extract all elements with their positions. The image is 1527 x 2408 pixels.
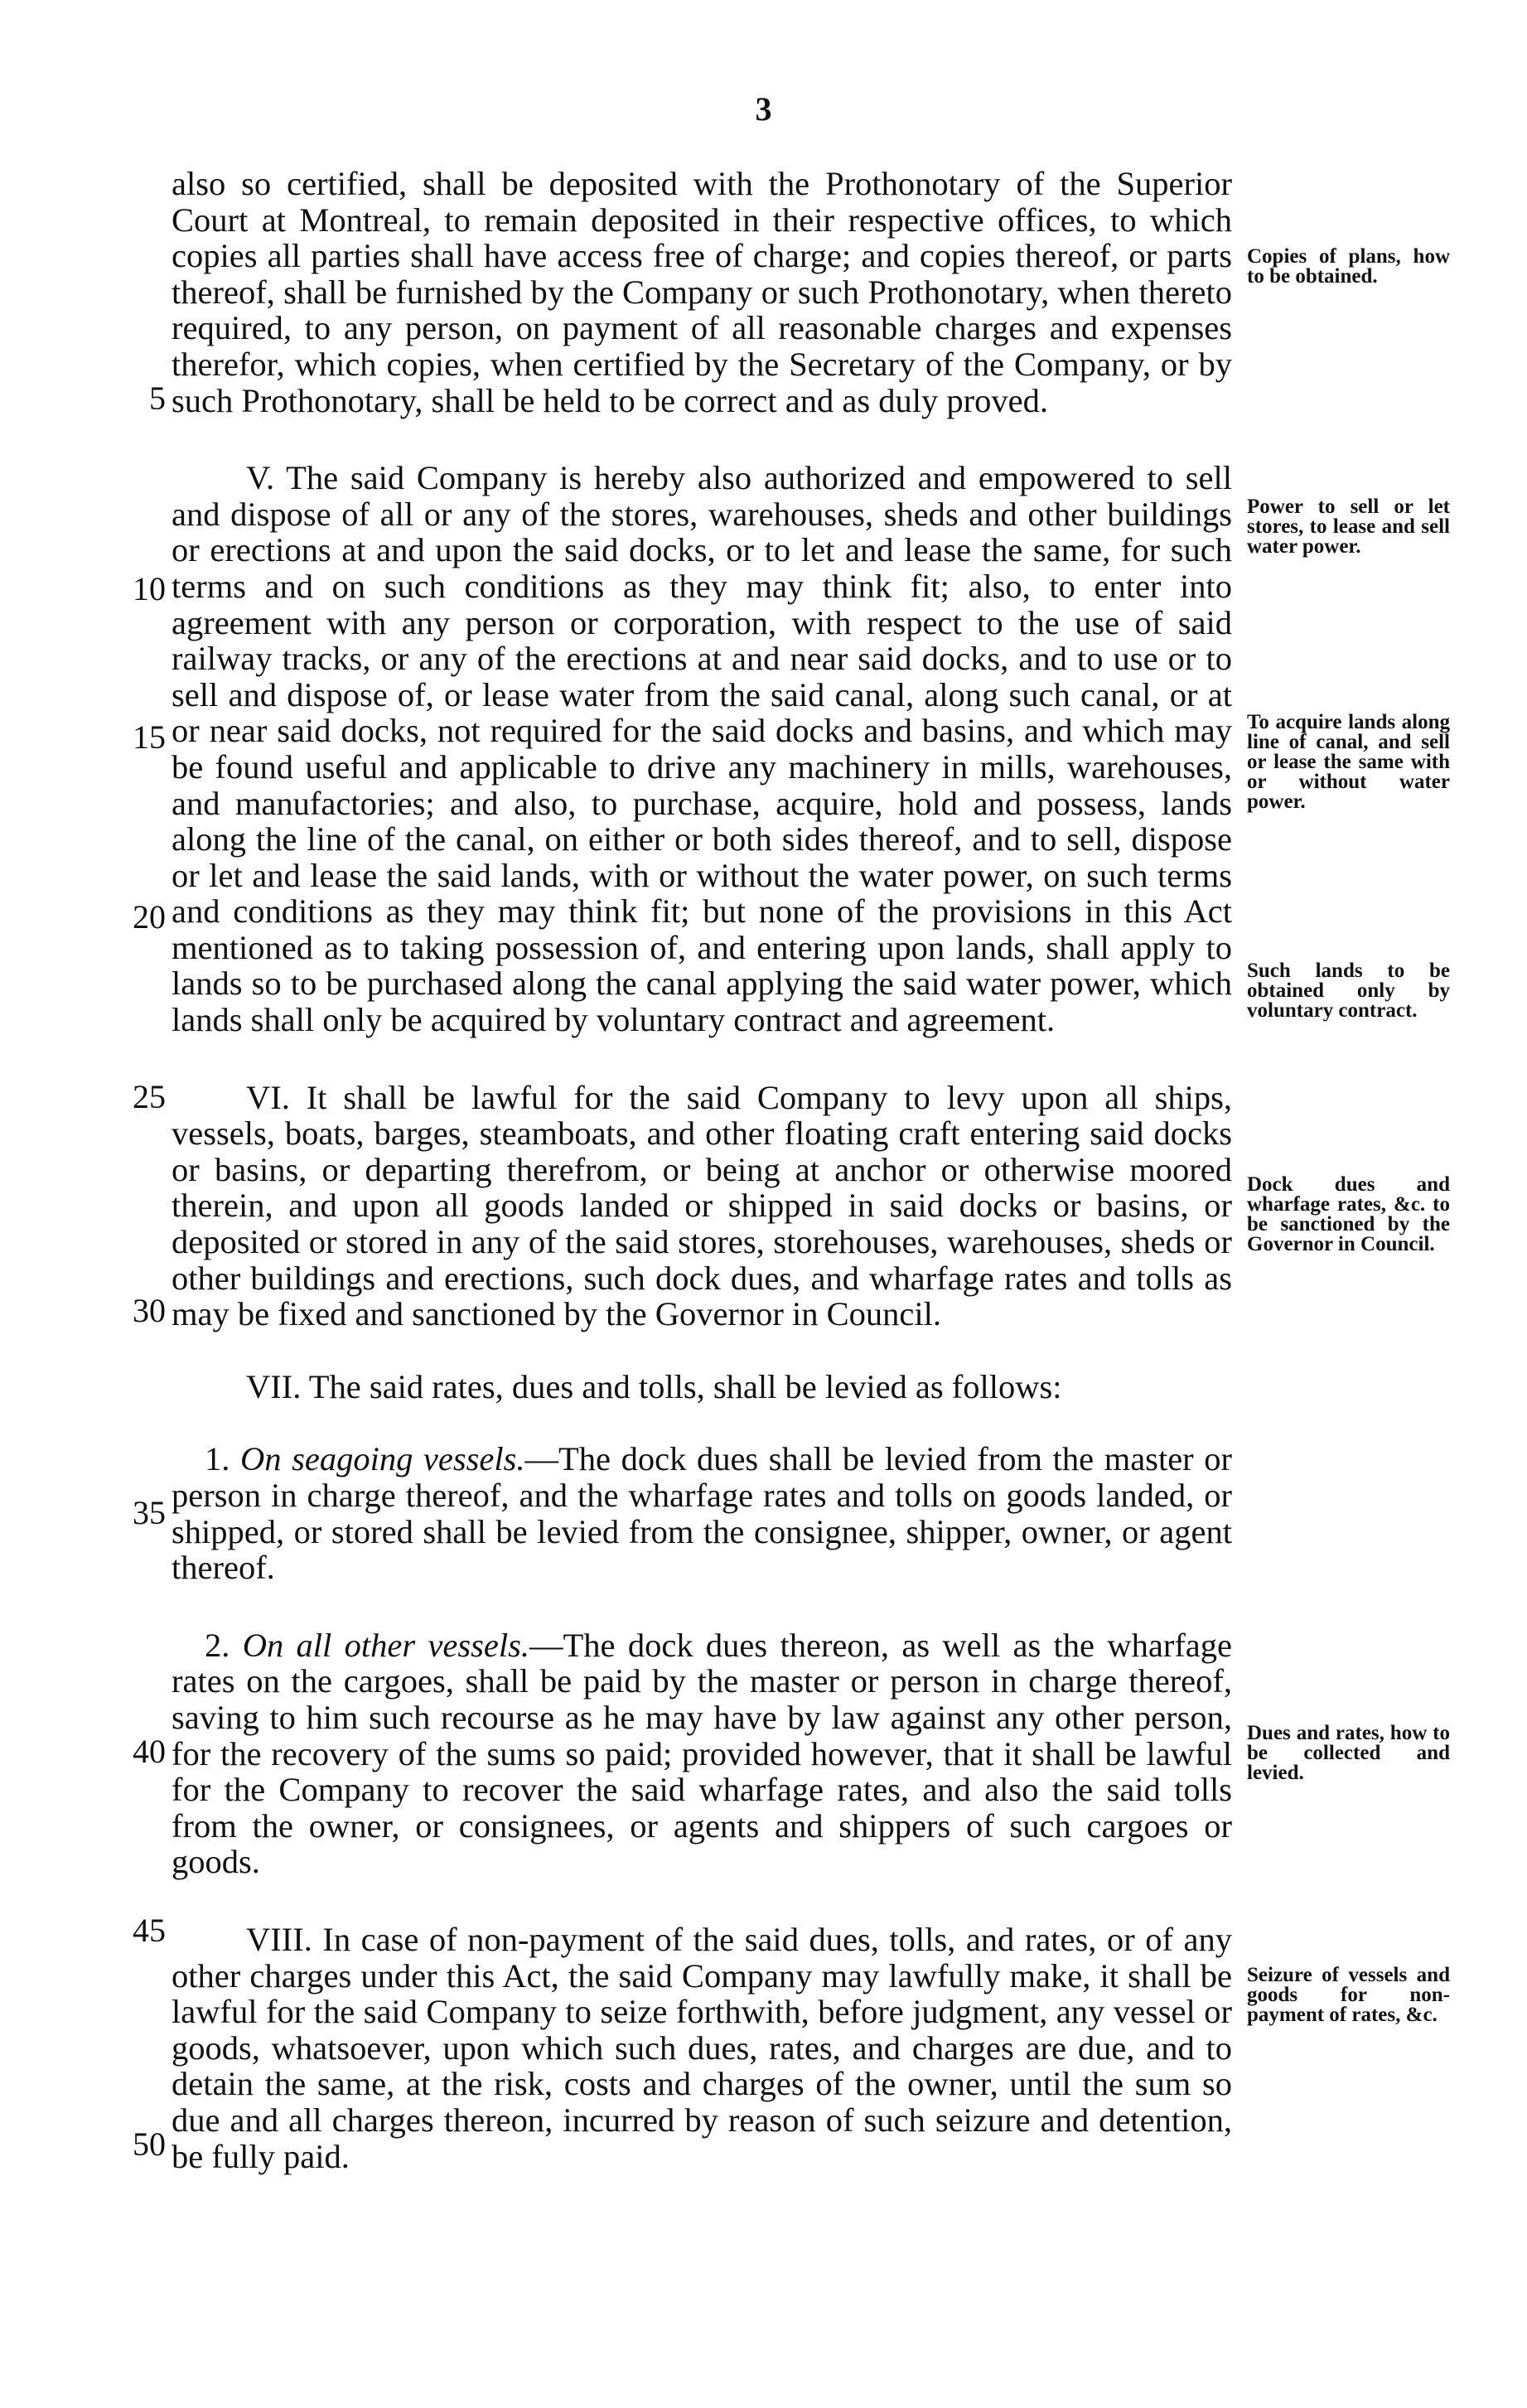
page-number: 3 bbox=[755, 90, 772, 128]
main-text bbox=[172, 166, 1232, 2174]
paragraph-continued: also so certified, shall be deposited with the Prothonotary of the Superior Court at Montreal, to remain deposited in their respective offices, to which copies all parties shall have access free of charge; and copies thereof, or parts thereof, shall be furnished by the Company or such Prothonotary, when thereto required, to any person, on payment of all reasonable charges and expenses therefor, which copies, when certified by the Secretary of the Company, or by such Prothonotary, shall be held to be correct and as duly proved. bbox=[172, 165, 1232, 419]
margin-note: Such lands to be obtained only by voluntary contract. bbox=[1247, 960, 1450, 1022]
clause-heading: On all other vessels. bbox=[242, 1626, 530, 1664]
clause-number: 2. bbox=[205, 1626, 243, 1664]
line-number: 30 bbox=[133, 1292, 166, 1329]
section-viii: VIII. In case of non-payment of the said dues, tolls, and rates, or of any other charges under this Act, the said Company may lawfully make, it shall be lawful for the said Company to seize forthwith, before judgment, any vessel or goods, whatsoever, upon which such dues, rates, and charges are due, and to detain the same, at the risk, costs and charges of the owner, until the sum so due and all charges thereon, incurred by reason of such seizure and detention, be fully paid. bbox=[172, 1920, 1232, 2175]
margin-note: Power to sell or let stores, to lease and sell water power. bbox=[1247, 496, 1450, 558]
margin-note: Dock dues and wharfage rates, &c. to be sanctioned by the Governor in Council. bbox=[1247, 1173, 1450, 1255]
margin-note: Copies of plans, how to be obtained. bbox=[1247, 245, 1450, 288]
line-number: 20 bbox=[133, 898, 166, 936]
section-vi: VI. It shall be lawful for the said Company to levy upon all ships, vessels, boats, barges, steamboats, and other floating craft entering said docks or basins, or departing therefrom, or being at anchor or otherwise moored therein, and upon all goods landed or shipped in said docks or basins, or deposited or stored in any of the said stores, storehouses, warehouses, sheds or other buildings and erections, such dock dues, and wharfage rates and tolls as may be fixed and sanctioned by the Governor in Council. bbox=[172, 1078, 1232, 1333]
line-number: 5 bbox=[149, 380, 166, 417]
clause-text: —The dock dues thereon, as well as the wharfage rates on the cargoes, shall be paid by the master or person in charge thereof, saving to him such recourse as he may have by law against any other person, for the recovery of the sums so paid; provided however, that it shall be lawful for the Company to recover the said wharfage rates, and also the said tolls from the owner, or consignees, or agents and shippers of such cargoes or goods. bbox=[172, 1626, 1233, 1881]
margin-note: Dues and rates, how to be collected and levied. bbox=[1247, 1722, 1450, 1784]
line-number: 50 bbox=[133, 2125, 166, 2163]
clause-number: 1. bbox=[205, 1440, 240, 1478]
clause-other-vessels bbox=[172, 1627, 1232, 1880]
line-number: 35 bbox=[133, 1494, 166, 1531]
margin-note: To acquire lands along line of canal, and sell or lease the same with or without water power. bbox=[1247, 711, 1450, 813]
section-vii: VII. The said rates, dues and tolls, shall be levied as follows: bbox=[246, 1367, 1062, 1405]
line-number: 45 bbox=[133, 1912, 166, 1949]
clause-heading: On seagoing vessels. bbox=[239, 1440, 525, 1478]
clause-text: —The dock dues shall be levied from the master or person in charge thereof, and the wharfage rates and tolls on goods landed, or shipped, or stored shall be levied from the consignee, shipper, owner, or agent thereof. bbox=[172, 1440, 1232, 1587]
line-number: 25 bbox=[133, 1078, 166, 1115]
line-number: 15 bbox=[133, 718, 166, 756]
clause-seagoing-vessels bbox=[172, 1441, 1232, 1585]
margin-note: Seizure of vessels and goods for non-payment of rates, &c. bbox=[1247, 1964, 1450, 2026]
section-v: V. The said Company is hereby also authorized and empowered to sell and dispose of all or any of the stores, warehouses, sheds and other buildings or erections at and upon the said docks, or to let and lease the same, for such terms and on such conditions as they may think fit; also, to enter into agreement with any person or corporation, with respect to the use of said railway tracks, or any of the erections at and near said docks, and to use or to sell and dispose of, or lease water from the said canal, along such canal, or at or near said docks, not required for the said docks and basins, and which may be found useful and applicable to drive any machinery in mills, warehouses, and manufactories; and also, to purchase, acquire, hold and possess, lands along the line of the canal, on either or both sides thereof, and to sell, dispose or let and lease the said lands, with or without the water power, on such terms and conditions as they may think fit; but none of the provisions in this Act mentioned as to taking possession of, and entering upon lands, shall apply to lands so to be purchased along the canal applying the said water power, which lands shall only be acquired by voluntary contract and agreement. bbox=[172, 459, 1232, 1039]
line-number: 10 bbox=[133, 570, 166, 607]
line-number: 40 bbox=[133, 1733, 166, 1770]
